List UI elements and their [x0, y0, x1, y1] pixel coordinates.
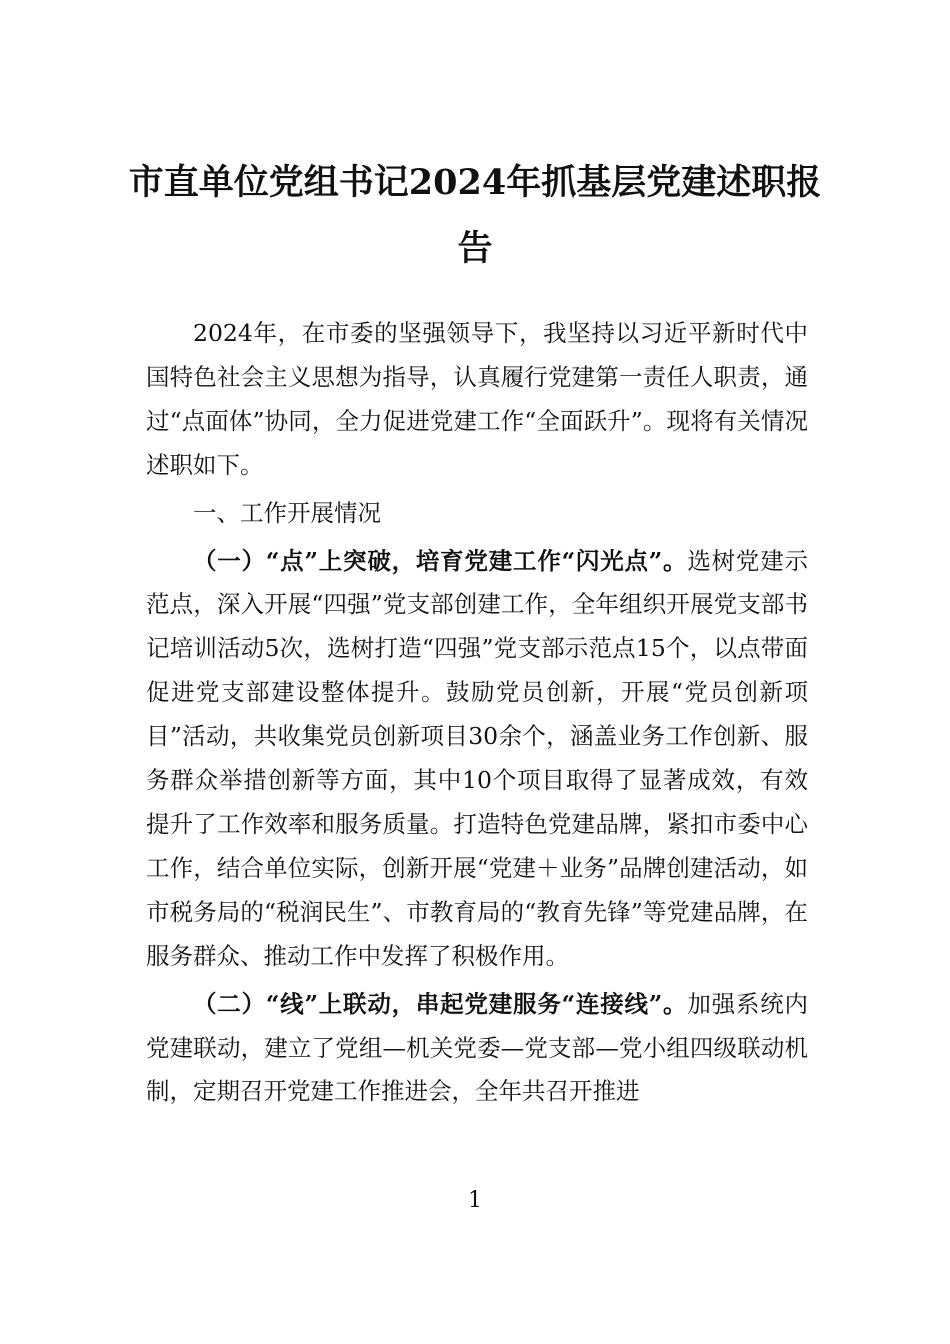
- page-number: 1: [468, 1188, 482, 1213]
- intro-paragraph: 2024年，在市委的坚强领导下，我坚持以习近平新时代中国特色社会主义思想为指导，认真履行党建第一责任人职责，通过“点面体”协同，全力促进党建工作“全面跃升”。现将有关情况述职如下。: [146, 319, 808, 479]
- subsection-2-body: 加强系统内党建联动，建立了党组—机关党委—党支部—党小组四级联动机制，定期召开党建工作推进会，全年共召开推进: [146, 989, 809, 1106]
- document-title: 市直单位党组书记2024年抓基层党建述职报告: [128, 162, 822, 269]
- subsection-1-heading: （一）“点”上突破，培育党建工作“闪光点”。: [193, 546, 688, 575]
- subsection-1-body: 选树党建示范点，深入开展“四强”党支部创建工作，全年组织开展党支部书记培训活动5次，选树打造“四强”党支部示范点15个，以点带面促进党支部建设整体提升。鼓励党员创新，开展“党员创新项目”活动，共收集党员创新项目30余个，涵盖业务工作创新、服务群众举措创新等方面，其中10个项目取得了显著成效，有效提升了工作效率和服务质量。打造特色党建品牌，紧扣市委中心工作，结合单位实际，创新开展“党建＋业务”品牌创建活动，如市税务局的“税润民生”、市教育局的“教育先锋”等党建品牌，在服务群众、推动工作中发挥了积极作用。: [146, 546, 809, 970]
- section-heading-text: 一、工作开展情况: [193, 498, 381, 527]
- section-heading: [146, 492, 808, 536]
- subsection-2-paragraph: [146, 983, 808, 1115]
- document-body: [146, 312, 808, 1114]
- subsection-1-paragraph: [146, 540, 808, 979]
- subsection-2-heading: （二）“线”上联动，串起党建服务“连接线”。: [193, 989, 688, 1018]
